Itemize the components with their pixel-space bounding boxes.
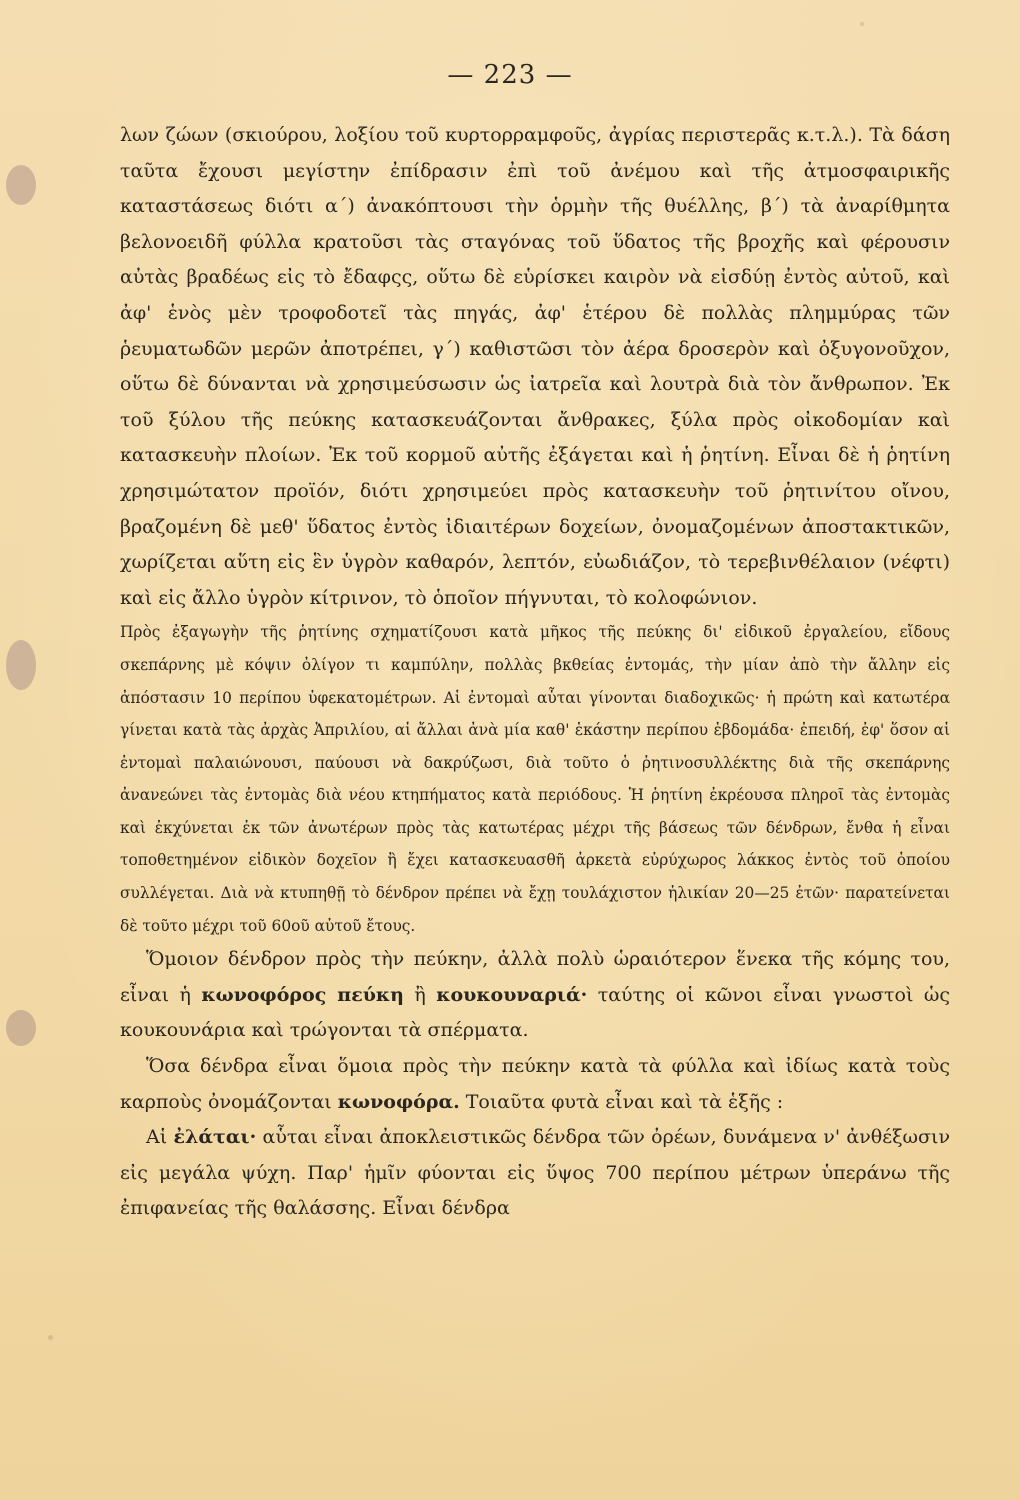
- bold-term: κουκουναριά·: [436, 983, 588, 1006]
- paragraph: [120, 1120, 950, 1227]
- paragraph: [120, 1049, 950, 1120]
- text-run: Αἱ: [146, 1126, 174, 1149]
- text-run: Ὅμοιον δένδρον πρὸς τὴν πεύκην, ἀλλὰ πολὺ ὡραιότερον ἕνεκα τῆς κόμης του, εἶναι ἡ: [120, 948, 950, 1006]
- text-run: ἢ: [403, 983, 437, 1006]
- text-run: Ὅσα δένδρα εἶναι ὅμοια πρὸς τὴν πεύκην κατὰ τὰ φύλλα καὶ ἰδίως κατὰ τοὺς καρποὺς ὀνομάζονται: [120, 1055, 950, 1113]
- paper-stain: [6, 640, 36, 690]
- bold-term: ἐλάται·: [173, 1126, 257, 1149]
- text-run: Πρὸς ἐξαγωγὴν τῆς ῥητίνης σχηματίζουσι κατὰ μῆκος τῆς πεύκης δι' εἰδικοῦ ἐργαλείου, εἴδους σκεπάρνης μὲ κόψιν ὀλίγον τι καμπύλην, πολλὰς βκθείας ἐντομάς, τὴν μίαν ἀπὸ τὴν ἄλλην εἰς ἀπόστασιν 10 περίπου ὑφεκατομέτρων. Αἱ ἐντομαὶ αὗται γίνονται διαδοχικῶς· ἡ πρώτη καὶ κατωτέρα γίνεται κατὰ τὰς ἀρχὰς Ἀπριλίου, αἱ ἄλλαι ἀνὰ μία καθ' ἑκάστην περίπου ἑβδομάδα· ἐπειδή, ἐφ' ὅσον αἱ ἐντομαὶ παλαιώνουσι, παύουσι νὰ δακρύζωσι, διὰ τοῦτο ὁ ῥητινοσυλλέκτης διὰ τῆς σκεπάρνης ἀνανεώνει τὰς ἐντομὰς διὰ νέου κτηπήματος κατὰ περιόδους. Ἡ ῥητίνη ἐκρέουσα πληροῖ τὰς ἐντομὰς καὶ ἐκχύνεται ἐκ τῶν ἀνωτέρων πρὸς τὰς κατωτέρας μέχρι τῆς βάσεως τῶν δένδρων, ἔνθα ἡ εἶναι τοποθετημένον εἰδικὸν δοχεῖον ἢ ἔχει κατασκευασθῆ ἀρκετὰ εὐρύχωρος λάκκος ἐντὸς τοῦ ὁποίου συλλέγεται. Διὰ νὰ κτυπηθῇ τὸ δένδρον πρέπει νὰ ἔχῃ τουλάχιστον ἡλικίαν 20—25 ἐτῶν· παρατείνεται δὲ τοῦτο μέχρι τοῦ 60οῦ αὐτοῦ ἔτους.: [120, 623, 950, 935]
- paper-spot: [860, 22, 864, 26]
- paper-spot: [48, 1335, 53, 1340]
- text-run: λων ζώων (σκιούρου, λοξίου τοῦ κυρτορραμφοῦς, ἀγρίας περιστερᾶς κ.τ.λ.). Τὰ δάση ταῦτα ἔχουσι μεγίστην ἐπίδρασιν ἐπὶ τοῦ ἀνέμου καὶ τῆς ἀτμοσφαιρικῆς καταστάσεως διότι α΄) ἀνακόπτουσι τὴν ὁρμὴν τῆς θυέλλης, β΄) τὰ ἀναρίθμητα βελονοειδῆ φύλλα κρατοῦσι τὰς σταγόνας τοῦ ὕδατος τῆς βροχῆς καὶ φέρουσιν αὐτὰς βραδέως εἰς τὸ ἔδαφςς, οὕτω δὲ εὑρίσκει καιρὸν νὰ εἰσδύῃ ἐντὸς αὐτοῦ, καὶ ἀφ' ἑνὸς μὲν τροφοδοτεῖ τὰς πηγάς, ἀφ' ἑτέρου δὲ πολλὰς πλημμύρας τῶν ῥευματωδῶν μερῶν ἀποτρέπει, γ΄) καθιστῶσι τὸν ἀέρα δροσερὸν καὶ ὀξυγονοῦχον, οὕτω δὲ δύνανται νὰ χρησιμεύσωσιν ὡς ἰατρεῖα καὶ λουτρὰ διὰ τὸν ἄνθρωπον. Ἐκ τοῦ ξύλου τῆς πεύκης κατασκευάζονται ἄνθρακες, ξύλα πρὸς οἰκοδομίαν καὶ κατασκευὴν πλοίων. Ἐκ τοῦ κορμοῦ αὐτῆς ἐξάγεται καὶ ἡ ῥητίνη. Εἶναι δὲ ἡ ῥητίνη χρησιμώτατον προϊόν, διότι χρησιμεύει πρὸς κατασκευὴν τοῦ ῥητινίτου οἴνου, βραζομένη δὲ μεθ' ὕδατος ἐντὸς ἰδιαιτέρων δοχείων, ὀνομαζομένων ἀποστακτικῶν, χωρίζεται αὕτη εἰς ἓν ὑγρὸν καθαρόν, λεπτόν, εὐωδιάζον, τὸ τερεβινθέλαιον (νέφτι) καὶ εἰς ἄλλο ὑγρὸν κίτρινον, τὸ ὁποῖον πήγνυται, τὸ κολοφώνιον.: [120, 124, 950, 609]
- text-run: Τοιαῦτα φυτὰ εἶναι καὶ τὰ ἑξῆς :: [459, 1090, 784, 1113]
- paragraph: [120, 942, 950, 1049]
- bold-term: κωνοφόρα.: [337, 1090, 460, 1113]
- text-run: αὗται εἶναι ἀποκλειστικῶς δένδρα τῶν ὀρέων, δυνάμενα ν' ἀνθέξωσιν εἰς μεγάλα ψύχη. Παρ' ἡμῖν φύονται εἰς ὕψος 700 περίπου μέτρων ὑπεράνω τῆς ἐπιφανείας τῆς θαλάσσης. Εἶναι δένδρα: [120, 1126, 950, 1220]
- paragraph: [120, 118, 950, 616]
- paper-stain: [6, 165, 36, 205]
- paragraph: [120, 616, 950, 942]
- paper-stain: [6, 1010, 36, 1046]
- text-run: ταύτης οἱ κῶνοι εἶναι γνωστοὶ ὡς κουκουνάρια καὶ τρώγονται τὰ σπέρματα.: [120, 983, 950, 1042]
- body-text: [120, 118, 950, 1227]
- bold-term: κωνοφόρος πεύκη: [201, 983, 404, 1006]
- page-number: — 223 —: [447, 60, 573, 90]
